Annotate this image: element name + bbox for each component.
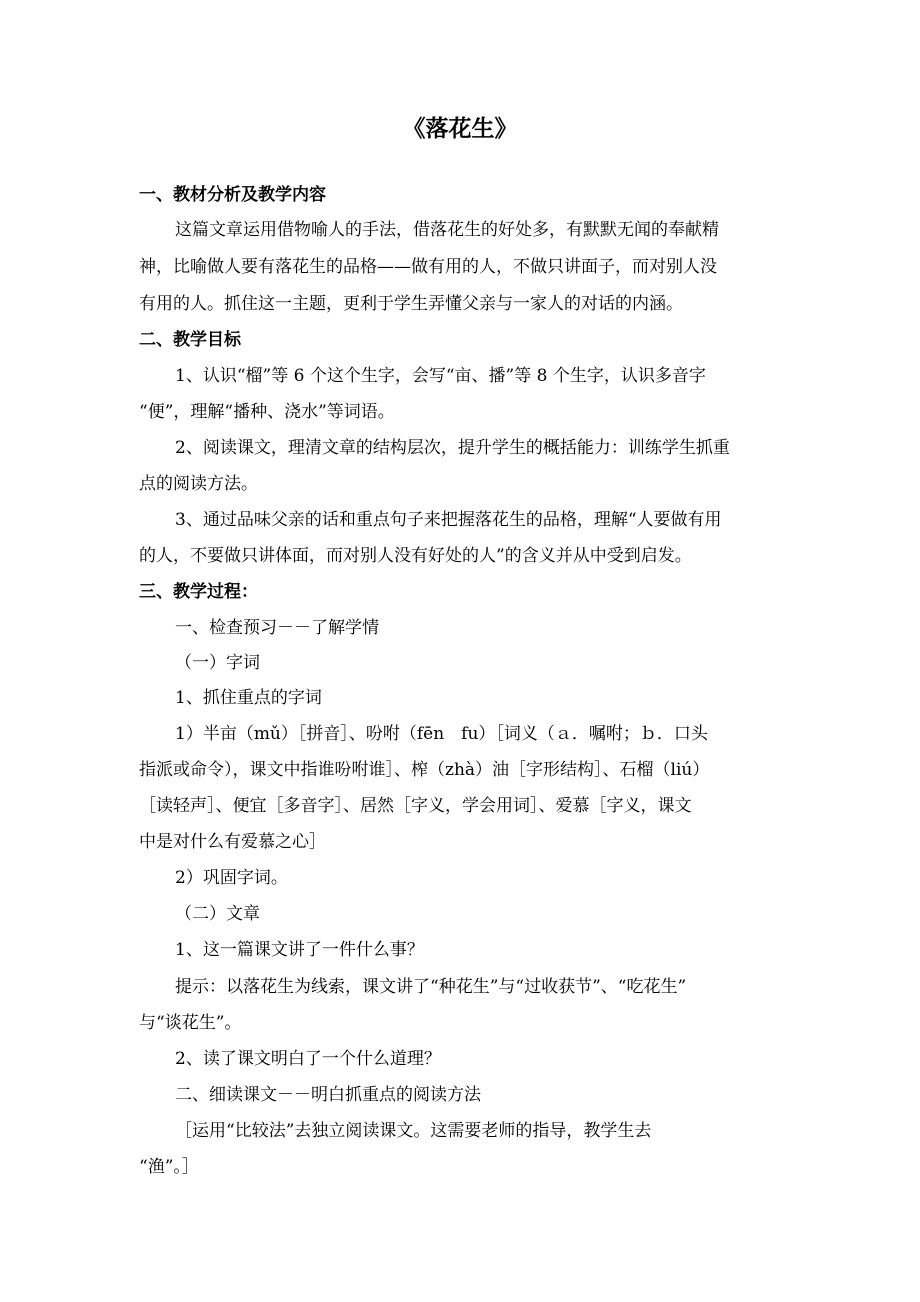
paragraph-line: 中是对什么有爱慕之心］ [139,832,326,852]
paragraph-line: 这篇文章运用借物喻人的手法，借落花生的好处多，有默默无闻的奉献精 [175,220,719,240]
paragraph-line: 指派或命令），课文中指谁吩咐谁］、榨（zhà）油［字形结构］、石榴（liú） [139,760,710,780]
paragraph-line: 与“谈花生”。 [139,1013,242,1033]
paragraph-line: “渔”。］ [139,1157,199,1177]
paragraph-line: 1、抓住重点的字词 [175,688,322,708]
paragraph-line: 的人，不要做只讲体面，而对别人没有好处的人”的含义并从中受到启发。 [139,546,692,566]
paragraph-line: 2）巩固字词。 [175,868,288,888]
paragraph-line: 点的阅读方法。 [139,474,258,494]
paragraph-line: （一）字词 [175,653,260,673]
section-heading-2: 二、教学目标 [139,330,241,350]
paragraph-line: 3、通过品味父亲的话和重点句子来把握落花生的品格，理解“人要做有用 [175,510,722,530]
paragraph-line: 有用的人。抓住这一主题，更利于学生弄懂父亲与一家人的对话的内涵。 [139,294,683,314]
section-heading-1: 一、教材分析及教学内容 [139,185,326,205]
paragraph-line: 1、这一篇课文讲了一件什么事？ [175,940,424,960]
paragraph-line: 1）半亩（mǔ）［拼音］、吩咐（fēn fu）［词义（ａ．嘱咐；ｂ．口头 [175,724,708,744]
paragraph-line: ［运用“比较法”去独立阅读课文。这需要老师的指导，教学生去 [175,1121,652,1141]
paragraph-line: “便”，理解“播种、浇水”等词语。 [139,402,395,422]
paragraph-line: （二）文章 [175,904,260,924]
paragraph-line: 2、读了课文明白了一个什么道理？ [175,1049,441,1069]
paragraph-line: 1、认识“榴”等 6 个这个生字，会写“亩、播”等 8 个生字，认识多音字 [175,366,706,386]
section-heading-3: 三、教学过程： [139,582,258,602]
paragraph-line: 一、检查预习－－了解学情 [175,618,379,638]
paragraph-line: 2、阅读课文，理清文章的结构层次，提升学生的概括能力：训练学生抓重 [175,438,730,458]
paragraph-line: 提示：以落花生为线索，课文讲了“种花生”与“过收获节”、“吃花生” [175,977,687,997]
paragraph-line: 神，比喻做人要有落花生的品格——做有用的人，不做只讲面子，而对别人没 [139,257,717,277]
paragraph-line: 二、细读课文－－明白抓重点的阅读方法 [175,1085,481,1105]
paragraph-line: ［读轻声］、便宜［多音字］、居然［字义，学会用词］、爱慕［字义，课文 [139,796,692,816]
document-title: 《落花生》 [402,116,518,142]
